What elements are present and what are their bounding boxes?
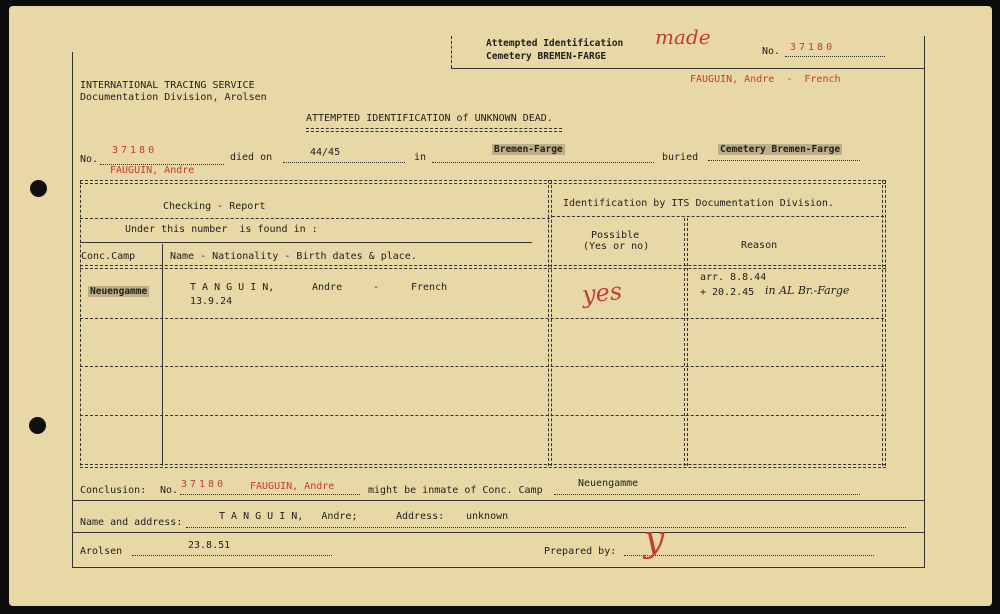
- name-address-underline: [72, 532, 924, 533]
- handwritten-made: made: [655, 25, 711, 49]
- checking-header-line: [80, 218, 550, 219]
- possible-sub: (Yes or no): [583, 241, 650, 252]
- header-bottom-line: [80, 265, 886, 269]
- conclusion-label: Conclusion:: [80, 485, 147, 496]
- name-address-label: Name and address:: [80, 517, 183, 528]
- record-no-label: No.: [80, 154, 99, 165]
- frame-right: [924, 36, 925, 568]
- table-mid-divider: [548, 180, 552, 466]
- conclusion-camp: Neuengamme: [578, 478, 639, 489]
- row1-possible: yes: [580, 276, 624, 310]
- conclusion-name: FAUGUIN, Andre: [250, 481, 335, 492]
- conclusion-no-dots: [180, 494, 360, 495]
- conclusion-underline: [72, 500, 924, 501]
- in-value: [492, 144, 565, 156]
- row1-reason2-hand: in AL Br.-Farge: [765, 284, 850, 297]
- checking-header: Checking - Report: [163, 201, 266, 212]
- buried-value: [718, 144, 842, 156]
- under-number: Under this number is found in :: [125, 224, 318, 235]
- buried-dots: [708, 160, 860, 161]
- frame-left: [72, 52, 73, 568]
- top-box-no-label: No.: [762, 46, 781, 57]
- org-line2: Documentation Division, Arolsen: [80, 92, 267, 103]
- record-no-value: 37180: [112, 145, 158, 156]
- table-bottom: [80, 464, 886, 468]
- punch-hole-bottom: [29, 417, 46, 434]
- table-left: [80, 180, 81, 466]
- conclusion-no-value: 37180: [181, 479, 227, 490]
- in-label: in: [414, 152, 427, 163]
- org-line1: INTERNATIONAL TRACING SERVICE: [80, 80, 255, 91]
- under-number-line: [80, 242, 532, 243]
- footer-place-dots: [132, 555, 332, 556]
- died-label: died on: [230, 152, 273, 163]
- table-camp-divider: [162, 244, 163, 466]
- address-value: unknown: [466, 511, 509, 522]
- table-top: [80, 180, 886, 184]
- row1-birth: 13.9.24: [190, 296, 233, 307]
- buried-value-text: Cemetery Bremen-Farge: [720, 144, 841, 155]
- form-title: ATTEMPTED IDENTIFICATION of UNKNOWN DEAD.: [306, 113, 553, 124]
- frame-bottom: [72, 567, 924, 568]
- top-box-no-dots: [785, 56, 885, 57]
- identification-header-line: [552, 216, 884, 217]
- table-right: [882, 180, 886, 466]
- top-box-line2: Cemetery BREMEN-FARGE: [486, 51, 607, 62]
- col-camp: Conc.Camp: [81, 251, 136, 262]
- identification-header: Identification by ITS Documentation Division.: [563, 198, 834, 209]
- name-address-dots: [186, 527, 906, 528]
- footer-place: Arolsen: [80, 546, 123, 557]
- in-value-text: Bremen-Farge: [494, 144, 563, 155]
- table-possible-divider: [684, 218, 688, 466]
- conclusion-might-be: might be inmate of Conc. Camp: [368, 485, 543, 496]
- row-separator-1: [80, 318, 884, 319]
- died-value: 44/45: [310, 147, 341, 158]
- name-reference: FAUGUIN, Andre - French: [690, 74, 841, 85]
- address-label: Address:: [396, 511, 445, 522]
- footer-date: 23.8.51: [188, 540, 231, 551]
- col-name: Name - Nationality - Birth dates & place.: [170, 251, 417, 262]
- prepared-sign: y: [644, 519, 665, 560]
- died-dots: [283, 162, 405, 163]
- row-separator-3: [80, 415, 884, 416]
- reason-header: Reason: [741, 240, 778, 251]
- top-box-bottom: [451, 68, 924, 69]
- name-address-name: T A N G U I N, Andre;: [219, 511, 358, 522]
- conclusion-no-label: No.: [160, 485, 179, 496]
- row1-reason1: arr. 8.8.44: [700, 272, 767, 283]
- row1-camp-text: Neuengamme: [90, 286, 148, 297]
- row1-camp: [88, 286, 149, 298]
- punch-hole-top: [30, 180, 47, 197]
- prepared-label: Prepared by:: [544, 546, 617, 557]
- row1-name: T A N G U I N,: [190, 282, 275, 293]
- form-title-underline: [306, 128, 562, 132]
- conclusion-camp-dots: [554, 494, 860, 495]
- possible-header: Possible: [591, 230, 640, 241]
- row1-firstname: Andre: [312, 282, 343, 293]
- row1-dash: -: [373, 282, 380, 293]
- top-box-no-value: 37180: [790, 42, 836, 53]
- row1-reason2: + 20.2.45: [700, 287, 755, 298]
- row1-nationality: French: [411, 282, 448, 293]
- record-name: FAUGUIN, Andre: [110, 165, 195, 176]
- in-dots: [432, 162, 654, 163]
- row-separator-2: [80, 366, 884, 367]
- top-box-left: [451, 36, 452, 68]
- buried-label: buried: [662, 152, 699, 163]
- top-box-line1: Attempted Identification: [486, 38, 624, 49]
